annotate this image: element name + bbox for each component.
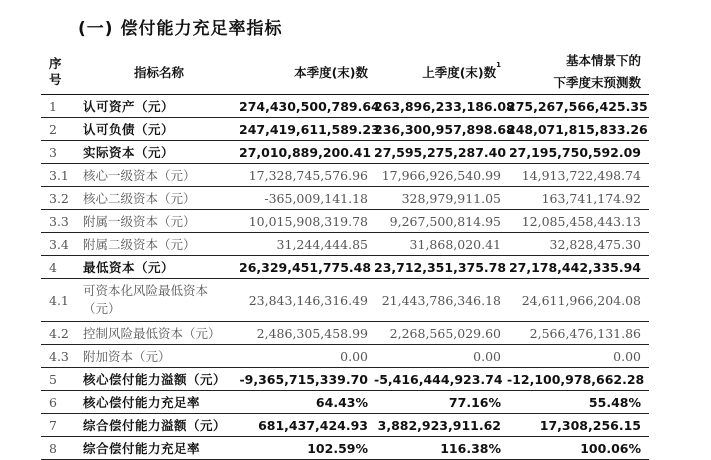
row-projection-value: 0.00	[507, 345, 649, 368]
row-seq: 3.1	[41, 164, 79, 187]
row-seq: 3.3	[41, 210, 79, 233]
header-projection	[507, 50, 649, 95]
row-seq: 1	[41, 95, 79, 118]
table-row	[41, 414, 649, 437]
row-current-value: 31,244,444.85	[239, 233, 374, 256]
table-header-row	[41, 50, 649, 95]
row-indicator-name: 控制风险最低资本（元）	[79, 322, 239, 345]
row-indicator-name: 附属二级资本（元）	[79, 233, 239, 256]
row-indicator-name: 附属一级资本（元）	[79, 210, 239, 233]
row-seq: 5	[41, 368, 79, 391]
row-projection-value: 27,195,750,592.09	[507, 141, 649, 164]
row-projection-value: 248,071,815,833.26	[507, 118, 649, 141]
row-previous-value: 27,595,275,287.40	[374, 141, 507, 164]
row-projection-value: 12,085,458,443.13	[507, 210, 649, 233]
row-projection-value: 163,741,174.92	[507, 187, 649, 210]
row-projection-value: 2,566,476,131.86	[507, 322, 649, 345]
row-current-value: 23,843,146,316.49	[239, 279, 374, 322]
row-seq: 3.2	[41, 187, 79, 210]
table-row	[41, 164, 649, 187]
row-indicator-name: 核心偿付能力溢额（元）	[79, 368, 239, 391]
header-current-label: 本季度(末)数	[294, 65, 368, 80]
table-row	[41, 256, 649, 279]
row-current-value: -365,009,141.18	[239, 187, 374, 210]
row-projection-value: 24,611,966,204.08	[507, 279, 649, 322]
row-projection-value: 17,308,256.15	[507, 414, 649, 437]
row-indicator-name: 实际资本（元）	[79, 141, 239, 164]
header-seq-line2: 号	[49, 72, 62, 87]
row-indicator-name: 核心二级资本（元）	[79, 187, 239, 210]
table-row	[41, 187, 649, 210]
row-projection-value: -12,100,978,662.28	[507, 368, 649, 391]
row-seq: 3	[41, 141, 79, 164]
row-seq: 6	[41, 391, 79, 414]
row-indicator-name: 可资本化风险最低资本（元）	[79, 279, 239, 322]
row-previous-value: 2,268,565,029.60	[374, 322, 507, 345]
row-current-value: 27,010,889,200.41	[239, 141, 374, 164]
row-current-value: 2,486,305,458.99	[239, 322, 374, 345]
row-previous-value: 9,267,500,814.95	[374, 210, 507, 233]
row-previous-value: 31,868,020.41	[374, 233, 507, 256]
header-seq-line1: 序	[49, 56, 62, 71]
table-row	[41, 368, 649, 391]
header-previous-label: 上季度(末)数	[422, 65, 497, 80]
row-projection-value: 55.48%	[507, 391, 649, 414]
row-previous-value: 236,300,957,898.68	[374, 118, 507, 141]
row-current-value: 26,329,451,775.48	[239, 256, 374, 279]
row-current-value: 102.59%	[239, 437, 374, 460]
row-seq: 7	[41, 414, 79, 437]
table-row	[41, 95, 649, 118]
row-previous-value: 3,882,923,911.62	[374, 414, 507, 437]
table-row	[41, 279, 649, 322]
row-current-value: 681,437,424.93	[239, 414, 374, 437]
table-row	[41, 437, 649, 460]
row-current-value: 0.00	[239, 345, 374, 368]
table-row	[41, 210, 649, 233]
row-previous-value: 77.16%	[374, 391, 507, 414]
header-projection-line1: 基本情景下的	[565, 53, 641, 68]
row-seq: 4.1	[41, 279, 79, 322]
row-previous-value: 116.38%	[374, 437, 507, 460]
header-seq	[41, 50, 79, 95]
table-row	[41, 322, 649, 345]
section-title: (一) 偿付能力充足率指标	[78, 19, 283, 39]
row-projection-value: 100.06%	[507, 437, 649, 460]
row-projection-value: 14,913,722,498.74	[507, 164, 649, 187]
row-previous-value: 17,966,926,540.99	[374, 164, 507, 187]
row-current-value: 10,015,908,319.78	[239, 210, 374, 233]
row-current-value: 17,328,745,576.96	[239, 164, 374, 187]
row-previous-value: 328,979,911.05	[374, 187, 507, 210]
row-previous-value: 263,896,233,186.08	[374, 95, 507, 118]
header-name: 指标名称	[79, 50, 239, 95]
header-current	[239, 50, 374, 95]
row-current-value: 247,419,611,589.23	[239, 118, 374, 141]
table-row	[41, 391, 649, 414]
row-projection-value: 32,828,475.30	[507, 233, 649, 256]
header-previous	[374, 50, 507, 95]
row-current-value: 64.43%	[239, 391, 374, 414]
table-row	[41, 141, 649, 164]
row-seq: 2	[41, 118, 79, 141]
row-previous-value: -5,416,444,923.74	[374, 368, 507, 391]
row-indicator-name: 认可资产（元）	[79, 95, 239, 118]
row-seq: 8	[41, 437, 79, 460]
row-seq: 4	[41, 256, 79, 279]
row-indicator-name: 附加资本（元）	[79, 345, 239, 368]
row-indicator-name: 综合偿付能力溢额（元）	[79, 414, 239, 437]
row-previous-value: 0.00	[374, 345, 507, 368]
row-indicator-name: 最低资本（元）	[79, 256, 239, 279]
table-row	[41, 118, 649, 141]
row-seq: 4.3	[41, 345, 79, 368]
footnote-marker: 1	[496, 61, 501, 69]
row-projection-value: 275,267,566,425.35	[507, 95, 649, 118]
row-indicator-name: 综合偿付能力充足率	[79, 437, 239, 460]
row-seq: 4.2	[41, 322, 79, 345]
row-indicator-name: 认可负债（元）	[79, 118, 239, 141]
header-projection-line2: 下季度末预测数	[553, 75, 641, 90]
row-previous-value: 21,443,786,346.18	[374, 279, 507, 322]
row-current-value: -9,365,715,339.70	[239, 368, 374, 391]
row-projection-value: 27,178,442,335.94	[507, 256, 649, 279]
row-previous-value: 23,712,351,375.78	[374, 256, 507, 279]
table-row	[41, 345, 649, 368]
row-indicator-name: 核心偿付能力充足率	[79, 391, 239, 414]
row-current-value: 274,430,500,789.64	[239, 95, 374, 118]
solvency-indicators-table	[41, 50, 649, 460]
table-row	[41, 233, 649, 256]
row-indicator-name: 核心一级资本（元）	[79, 164, 239, 187]
row-seq: 3.4	[41, 233, 79, 256]
